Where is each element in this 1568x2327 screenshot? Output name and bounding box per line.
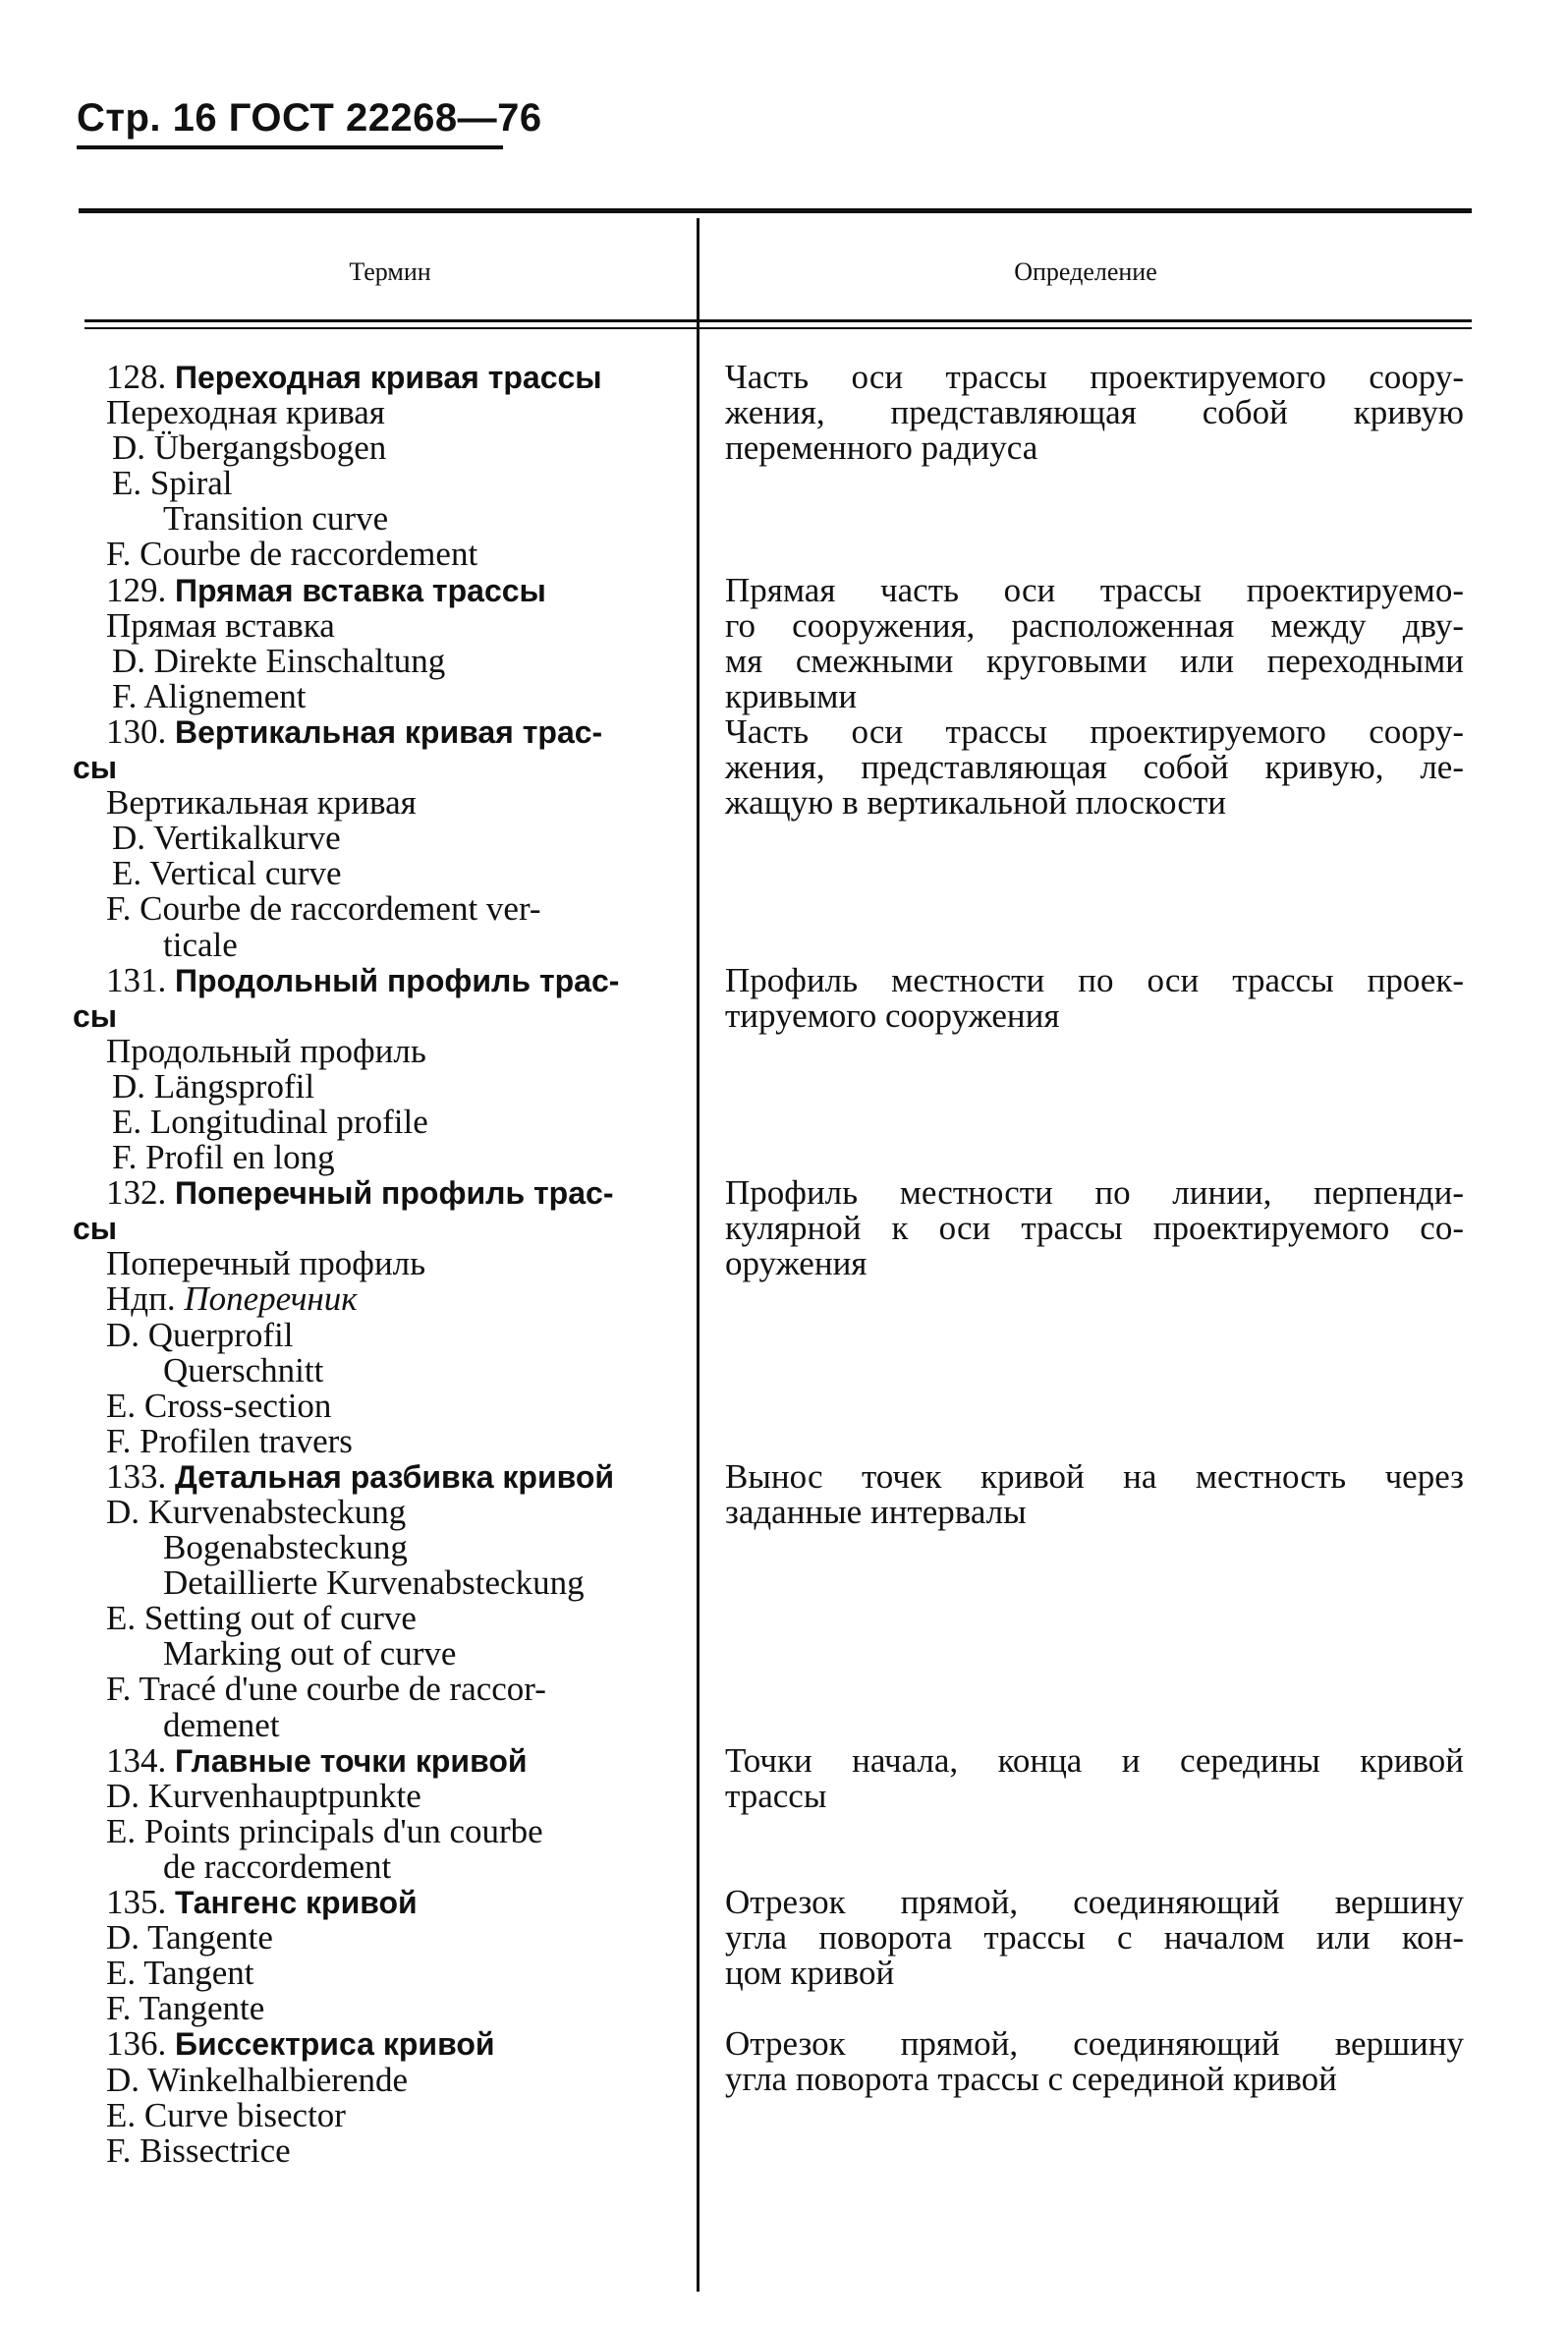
table-header-rule xyxy=(84,319,1472,322)
term-line: D. Winkelhalbierende xyxy=(106,2060,409,2099)
term-line: F. Tracé d'une courbe de raccor- xyxy=(106,1670,546,1709)
term-line: Переходная кривая xyxy=(106,393,385,432)
term-line: D. Querprofil xyxy=(106,1315,294,1354)
term-heading: Биссектриса кривой xyxy=(175,2026,495,2063)
term-line: D. Tangente xyxy=(106,1918,273,1958)
term-line: Transition curve xyxy=(163,499,389,539)
definition-line: Отрезок прямой, соединяющий вершину xyxy=(725,2024,1464,2063)
term-line: Bogenabsteckung xyxy=(163,1528,408,1567)
definition-135 xyxy=(725,1885,1464,1991)
term-line: D. Kurvenhauptpunkte xyxy=(106,1776,421,1815)
column-header-definition: Определение xyxy=(1014,257,1157,286)
term-line: Прямая вставка xyxy=(106,605,335,645)
term-entry-135 xyxy=(106,1885,662,2026)
term-heading: Продольный профиль трас- xyxy=(175,962,620,998)
definition-130 xyxy=(725,714,1464,821)
page-header: Стр. 16 ГОСТ 22268—76 xyxy=(77,96,542,140)
term-line: E. Points principals d'un courbe xyxy=(106,1811,543,1850)
definition-line: Вынос точек кривой на местность через xyxy=(725,1457,1464,1496)
table-top-rule xyxy=(79,208,1472,213)
term-heading: Прямая вставка трассы xyxy=(175,572,546,608)
definition-line: Прямая часть оси трассы проектируемо- xyxy=(725,571,1464,609)
definition-132 xyxy=(725,1175,1464,1281)
definition-line: кривыми xyxy=(725,677,858,716)
definition-line: жения, представляющая собой кривую, ле- xyxy=(725,748,1464,787)
term-entry-129 xyxy=(106,570,662,715)
term-line: ticale xyxy=(163,925,238,964)
term-line: D. Direkte Einschaltung xyxy=(112,641,446,680)
term-number: 134. xyxy=(106,1740,167,1780)
definition-line: Профиль местности по оси трассы проек- xyxy=(725,961,1464,999)
term-entry-132 xyxy=(73,1173,662,1460)
definition-128 xyxy=(725,360,1464,466)
term-line: F. Alignement xyxy=(112,676,307,715)
definition-line: цом кривой xyxy=(725,1954,895,1993)
definition-129 xyxy=(725,573,1464,714)
term-line: D. Vertikalkurve xyxy=(112,819,341,858)
terms-column xyxy=(73,358,662,2170)
term-line: E. Cross-section xyxy=(106,1386,332,1425)
term-line: E. Curve bisector xyxy=(106,2095,346,2134)
term-line: D. Kurvenabsteckung xyxy=(106,1493,407,1531)
term-line: Поперечный профиль xyxy=(106,1244,426,1283)
term-line: Detaillierte Kurvenabsteckung xyxy=(163,1563,585,1603)
definition-line: Точки начала, конца и середины кривой xyxy=(725,1741,1464,1780)
term-line: F. Tangente xyxy=(106,1989,265,2028)
definition-line: переменного радиуса xyxy=(725,428,1038,468)
term-entry-136 xyxy=(106,2026,662,2168)
term-heading-cont: сы xyxy=(73,997,118,1034)
term-line-deprecated: Ндп. Поперечник xyxy=(106,1279,358,1319)
definition-line: трассы xyxy=(725,1777,827,1816)
term-number: 135. xyxy=(106,1883,167,1922)
term-line: D. Übergangsbogen xyxy=(112,428,387,468)
term-entry-133 xyxy=(106,1456,662,1744)
term-line: E. Setting out of curve xyxy=(106,1599,417,1638)
term-entry-128 xyxy=(106,360,662,573)
term-line: de raccordement xyxy=(163,1846,392,1886)
term-heading: Переходная кривая трассы xyxy=(175,360,602,395)
term-line: E. Longitudinal profile xyxy=(112,1102,428,1141)
term-line: D. Längsprofil xyxy=(112,1066,315,1106)
term-entry-131 xyxy=(73,960,662,1177)
term-heading-cont: сы xyxy=(73,1211,118,1247)
term-line: Продольный профиль xyxy=(106,1031,426,1070)
term-line: F. Profilen travers xyxy=(106,1421,353,1460)
column-divider xyxy=(697,218,700,2292)
term-heading: Поперечный профиль трас- xyxy=(175,1175,614,1212)
term-heading: Главные точки кривой xyxy=(175,1742,528,1779)
term-number: 128. xyxy=(106,358,167,396)
term-line: Вертикальная кривая xyxy=(106,783,417,823)
definition-line: го сооружения, расположенная между дву- xyxy=(725,606,1464,646)
term-line: E. Vertical curve xyxy=(112,854,342,893)
term-line: F. Profil en long xyxy=(112,1138,335,1177)
term-heading-cont: сы xyxy=(73,750,118,786)
header-underline xyxy=(77,145,503,149)
term-entry-134 xyxy=(106,1740,662,1886)
definition-line: угла поворота трассы с началом или кон- xyxy=(725,1918,1464,1958)
term-line: Querschnitt xyxy=(163,1350,324,1390)
definition-line: тируемого сооружения xyxy=(725,996,1060,1036)
definition-line: мя смежными круговыми или переходными xyxy=(725,642,1464,681)
table-header-rule-double xyxy=(84,327,1472,329)
term-line: demenet xyxy=(163,1705,280,1744)
definition-line: Часть оси трассы проектируемого соору- xyxy=(725,712,1464,751)
definition-line: угла поворота трассы с серединой кривой xyxy=(725,2060,1337,2099)
term-line: F. Courbe de raccordement xyxy=(106,535,478,574)
term-line: E. Spiral xyxy=(112,464,233,503)
definition-line: оружения xyxy=(725,1244,868,1283)
term-entry-130 xyxy=(73,711,662,964)
term-number: 133. xyxy=(106,1456,167,1496)
term-line: F. Courbe de raccordement ver- xyxy=(106,889,541,929)
term-line: F. Bissectrice xyxy=(106,2130,291,2170)
definition-line: жащую в вертикальной плоскости xyxy=(725,783,1226,823)
definition-133 xyxy=(725,1459,1464,1530)
term-line: E. Tangent xyxy=(106,1954,254,1993)
definition-line: кулярной к оси трассы проектируемого со- xyxy=(725,1209,1464,1248)
term-heading: Тангенс кривой xyxy=(175,1885,418,1921)
term-number: 136. xyxy=(106,2024,167,2064)
definition-line: заданные интервалы xyxy=(725,1493,1027,1532)
term-heading: Детальная разбивка кривой xyxy=(175,1458,615,1495)
term-line: Marking out of curve xyxy=(163,1634,457,1674)
term-number: 131. xyxy=(106,960,167,999)
definition-134 xyxy=(725,1743,1464,1814)
deprecated-term: Поперечник xyxy=(184,1279,358,1319)
term-number: 129. xyxy=(106,570,167,609)
definition-line: жения, представляющая собой кривую xyxy=(725,393,1464,432)
definition-line: Отрезок прямой, соединяющий вершину xyxy=(725,1883,1464,1921)
definition-line: Часть оси трассы проектируемого соору- xyxy=(725,358,1464,396)
definition-line: Профиль местности по линии, перпенди- xyxy=(725,1173,1464,1212)
definition-136 xyxy=(725,2026,1464,2097)
term-number: 132. xyxy=(106,1173,167,1213)
definition-131 xyxy=(725,963,1464,1034)
term-number: 130. xyxy=(106,711,167,751)
column-header-term: Термин xyxy=(349,257,431,286)
term-heading: Вертикальная кривая трас- xyxy=(175,713,603,750)
